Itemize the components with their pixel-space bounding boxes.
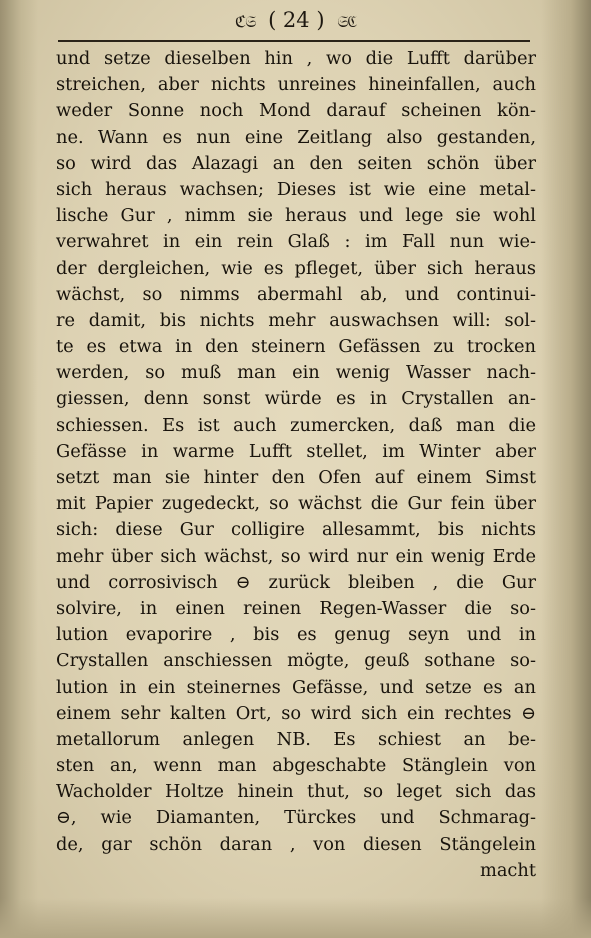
text-line: solvire, in einen reinen Regen-Wasser die so-	[56, 597, 536, 619]
text-line: ne. Wann es nun eine Zeitlang also gestanden,	[56, 126, 536, 148]
text-line: mehr über sich wächst, so wird nur ein wenig Erde	[56, 545, 536, 567]
text-line: einem sehr kalten Ort, so wird sich ein rechtes ⊖	[56, 702, 536, 724]
catchword: macht	[479, 859, 536, 881]
text-line: re damit, bis nichts mehr auswachsen will: sol-	[56, 309, 536, 331]
page-shadow-right	[541, 0, 591, 938]
text-line: setzt man sie hinter den Ofen auf einem Simst	[56, 467, 536, 488]
text-line: und corrosivisch ⊖ zurück bleiben , die Gur	[56, 571, 536, 593]
text-line: Crystallen anschiessen mögte, geuß sothane so-	[56, 650, 536, 672]
text-line: de, gar schön daran , von diesen Stängelein	[56, 833, 536, 855]
text-line: so wird das Alazagi an den seiten schön über	[56, 152, 536, 174]
text-line: Wacholder Holtze hinein thut, so leget sich das	[56, 781, 536, 803]
text-line: weder Sonne noch Mond darauf scheinen kön-	[56, 100, 536, 122]
text-line: metallorum anlegen NB. Es schiest an be-	[56, 728, 536, 750]
text-line: werden, so muß man ein wenig Wasser nach-	[56, 362, 536, 384]
text-line: sich heraus wachsen; Dieses ist wie eine metal-	[56, 178, 536, 200]
text-line: Gefässe in warme Lufft stellet, im Winter aber	[56, 440, 536, 462]
text-line: mit Papier zugedeckt, so wächst die Gur fein über	[56, 493, 536, 515]
text-line: lische Gur , nimm sie heraus und lege sie wohl	[56, 205, 536, 227]
header-ornament-right: 𝔖ℭ	[337, 11, 357, 31]
text-line: sich: diese Gur colligire allesammt, bis nichts	[56, 519, 536, 541]
text-line: lution in ein steinernes Gefässe, und setze es an	[56, 676, 536, 698]
text-line: der dergleichen, wie es pfleget, über sich heraus	[56, 257, 536, 279]
text-line: giessen, denn sonst würde es in Crystallen an-	[56, 388, 536, 410]
text-line: lution evaporire , bis es genug seyn und in	[56, 624, 536, 646]
text-line: und setze dieselben hin , wo die Lufft darüber	[56, 48, 536, 69]
text-line: te es etwa in den steinern Gefässen zu trocken	[56, 336, 536, 358]
text-line: streichen, aber nichts unreines hineinfallen, auch	[56, 74, 536, 96]
text-line: ⊖, wie Diamanten, Türckes und Schmarag-	[56, 807, 536, 829]
header-rule	[58, 40, 530, 42]
header-ornament-left: ℭ𝔖	[234, 11, 256, 31]
page-shadow-bottom	[0, 898, 591, 938]
page-number: ( 24 )	[268, 8, 325, 32]
text-line: verwahret in ein rein Glaß : im Fall nun wie-	[56, 231, 536, 253]
page-header	[0, 4, 591, 36]
body-text	[56, 46, 536, 884]
text-line: sten an, wenn man abgeschabte Stänglein von	[56, 755, 536, 777]
text-line: wächst, so nimms abermahl ab, und continui-	[56, 283, 536, 305]
page-shadow-left	[0, 0, 38, 938]
text-line: schiessen. Es ist auch zumercken, daß man die	[56, 414, 536, 436]
